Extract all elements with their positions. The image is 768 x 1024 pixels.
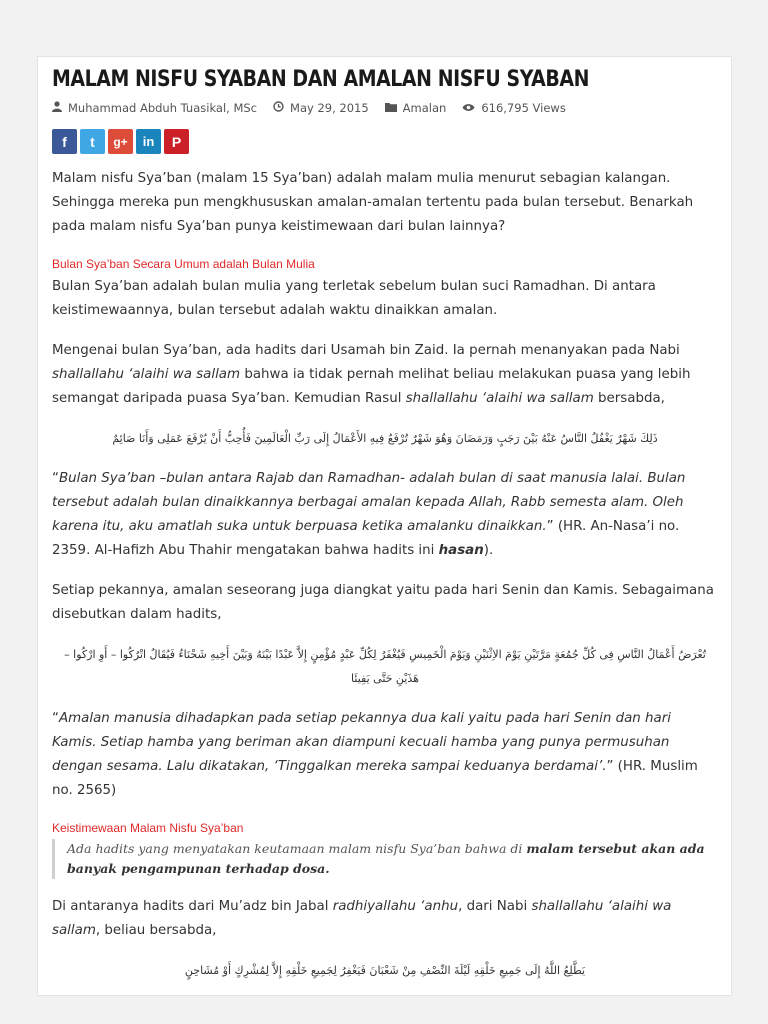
text-span: , beliau bersabda, [95, 923, 217, 938]
italic-span: Amalan manusia dihadapkan pada setiap pekannya dua kali yaitu pada hari Senin dan hari Kamis. Setiap hamba yang beriman akan diampuni kecuali hamba yang punya permusuhan dengan sesama. Lalu dikatakan, ‘Tinggalkan mereka sampai keduanya berdamai’. [52, 711, 671, 774]
category-link[interactable]: Amalan [402, 101, 447, 115]
paragraph-hadits-muadz [52, 895, 718, 943]
translation-hadits-2 [52, 707, 718, 803]
italic-span: shallallahu ‘alaihi wa sallam [405, 391, 594, 406]
text-span: “ [52, 471, 59, 486]
text-span: , dari Nabi [458, 899, 532, 914]
italic-span: Bulan Sya’ban –bulan antara Rajab dan Ramadhan- adalah bulan di saat manusia lalai. Bulan tersebut adalah bulan dinaikkannya berbagai amalan kepada Allah, Rabb semesta alam. Oleh karena itu, aku amatlah suka untuk berpuasa ketika amalanku dinaikkan. [52, 471, 686, 534]
italic-span: radhiyallahu ‘anhu [332, 899, 459, 914]
article-title: MALAM NISFU SYABAN DAN AMALAN NISFU SYABAN [52, 67, 589, 92]
text-span: Mengenai bulan Sya’ban, ada hadits dari Usamah bin Zaid. Ia pernah menanyakan pada Nabi [52, 343, 680, 358]
author-name: Muhammad Abduh Tuasikal, MSc [68, 101, 258, 115]
paragraph-intro: Malam nisfu Sya’ban (malam 15 Sya’ban) adalah malam mulia menurut sebagian kalangan. Sehingga mereka pun mengkhususkan amalan-amalan tertentu pada bulan tersebut. Benarkah pada malam nisfu Sya’ban punya keistimewaan dari bulan lainnya? [52, 171, 694, 234]
meta-date [273, 101, 369, 115]
google-plus-share-button[interactable]: g+ [108, 129, 133, 154]
text-span: bahwa ia tidak pernah melihat beliau melakukan puasa yang lebih semangat daripada puasa Sya’ban. Kemudian Rasul [52, 367, 691, 406]
arabic-hadits-2: تُعْرَضُ أَعْمَالُ النَّاسِ فِى كُلِّ جُمُعَةٍ مَرَّتَيْنِ يَوْمَ الاِثْنَيْنِ وَيَوْمَ الْخَمِيسِ فَيُغْفَرُ لِكُلِّ عَبْدٍ مُؤْمِنٍ إِلاَّ عَبْدًا بَيْنَهُ وَبَيْنَ أَخِيهِ شَحْنَاءُ فَيُقَالُ اتْرُكُوا – أَوِ ارْكُوا – هَذَيْنِ حَتَّى يَفِيئَا [64, 648, 706, 685]
text-span: bersabda, [593, 391, 665, 406]
arabic-hadits-1: ذَلِكَ شَهْرٌ يَغْفُلُ النَّاسُ عَنْهُ بَيْنَ رَجَبٍ وَرَمَضَانَ وَهُوَ شَهْرٌ تُرْفَعُ فِيهِ الأَعْمَالُ إِلَى رَبِّ الْعَالَمِينَ فَأُحِبُّ أَنْ يُرْفَعَ عَمَلِى وَأَنَا صَائِمٌ [112, 432, 658, 445]
article-body [52, 167, 718, 996]
paragraph-bulan-mulia: Bulan Sya’ban adalah bulan mulia yang terletak sebelum bulan suci Ramadhan. Di antara keistimewaannya, bulan tersebut adalah waktu dinaikkan amalan. [52, 279, 656, 318]
text-span: “ [52, 711, 59, 726]
pinterest-share-button[interactable]: P [164, 129, 189, 154]
twitter-share-button[interactable]: t [80, 129, 105, 154]
article-meta [52, 101, 582, 115]
bold-italic-span: hasan [438, 543, 484, 558]
post-date: May 29, 2015 [290, 101, 369, 115]
italic-span: shallallahu ‘alaihi wa sallam [52, 367, 241, 382]
translation-hadits-1 [52, 467, 718, 563]
bold-span: malam tersebut akan ada banyak pengampunan terhadap dosa. [67, 841, 705, 876]
user-icon [52, 101, 62, 115]
text-span: ” (HR. An-Nasa’i no. 2359. Al-Hafizh Abu Thahir mengatakan bahwa hadits ini [52, 519, 680, 558]
text-span: Di antaranya hadits dari Mu’adz bin Jabal [52, 899, 333, 914]
paragraph-hadits-usamah [52, 339, 718, 411]
blockquote [52, 839, 718, 879]
linkedin-share-button[interactable]: in [136, 129, 161, 154]
article-card [37, 56, 732, 996]
section-heading-bulan-syaban: Bulan Sya’ban Secara Umum adalah Bulan Mulia [52, 257, 315, 271]
italic-span: shallallahu ‘alaihi wa sallam [52, 899, 672, 938]
text-span: ” (HR. Muslim no. 2565) [52, 759, 698, 798]
text-span: ). [483, 543, 494, 558]
clock-icon [273, 101, 284, 115]
text-span: Ada hadits yang menyatakan keutamaan malam nisfu Sya’ban bahwa di [67, 841, 527, 856]
share-bar [52, 129, 192, 154]
meta-category[interactable] [385, 101, 447, 115]
section-heading-keistimewaan: Keistimewaan Malam Nisfu Sya’ban [52, 821, 244, 835]
folder-icon [385, 101, 397, 115]
meta-views [462, 101, 566, 115]
meta-author[interactable] [52, 101, 257, 115]
paragraph-senin-kamis: Setiap pekannya, amalan seseorang juga diangkat yaitu pada hari Senin dan Kamis. Sebagaimana disebutkan dalam hadits, [52, 583, 714, 622]
facebook-share-button[interactable]: f [52, 129, 77, 154]
view-count: 616,795 Views [481, 101, 566, 115]
arabic-hadits-3: يَطَّلِعُ اللَّهُ إِلَى جَمِيعِ خَلْقِهِ لَيْلَةَ النِّصْفِ مِنْ شَعْبَانَ فَيَغْفِرُ لِجَمِيعِ خَلْقِهِ إِلاَّ لِمُشْرِكٍ أَوْ مُشَاحِنٍ [184, 964, 586, 977]
eye-icon [462, 101, 475, 115]
